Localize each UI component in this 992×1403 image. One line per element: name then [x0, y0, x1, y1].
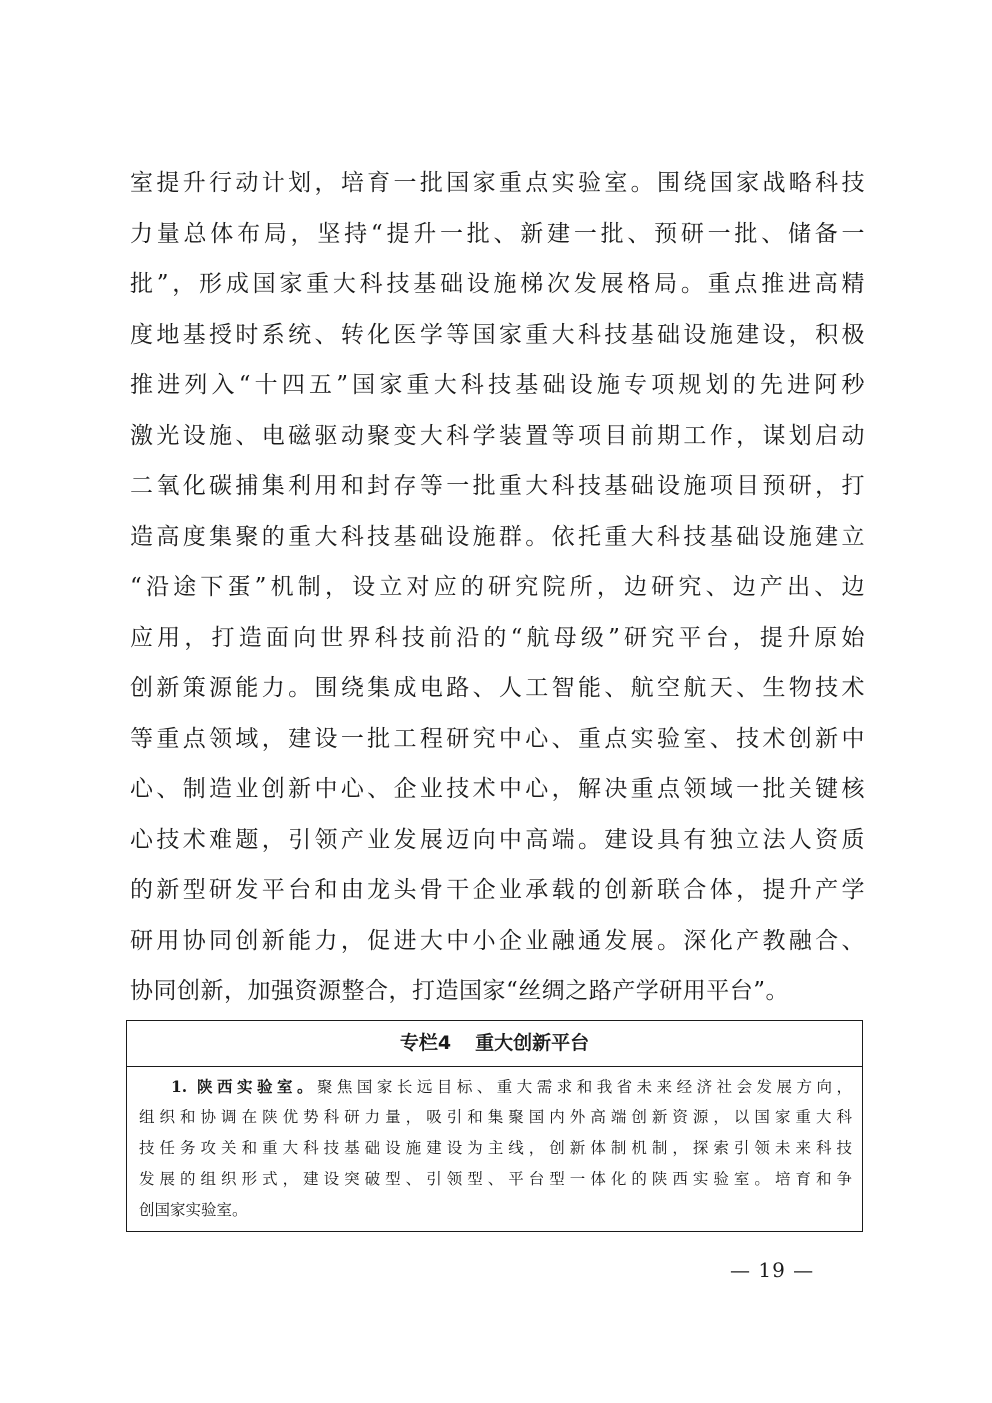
box-heading: 重大创新平台 [475, 1032, 590, 1054]
body-line: 创新策源能力。围绕集成电路、人工智能、航空航天、生物技术 [130, 675, 865, 701]
box-body [127, 1067, 862, 1226]
body-text [130, 158, 865, 1017]
body-line: 心、制造业创新中心、企业技术中心，解决重点领域一批关键核 [130, 776, 865, 802]
body-line: 激光设施、电磁驱动聚变大科学装置等项目前期工作，谋划启动 [130, 422, 865, 449]
body-line: 造高度集聚的重大科技基础设施群。依托重大科技基础设施建立 [130, 523, 865, 550]
box-line-text: 聚焦国家长远目标、重大需求和我省未来经济社会发展方向， [316, 1078, 852, 1096]
body-line: “沿途下蛋”机制，设立对应的研究院所，边研究、边产出、边 [130, 574, 865, 600]
box-line: 发展的组织形式，建设突破型、引领型、平台型一体化的陕西实验室。培育和争 [139, 1170, 852, 1188]
box-label: 专栏4 [399, 1032, 452, 1054]
body-line: 批”，形成国家重大科技基础设施梯次发展格局。重点推进高精 [130, 271, 865, 297]
body-line: 的新型研发平台和由龙头骨干企业承载的创新联合体，提升产学 [130, 877, 865, 903]
body-line: 力量总体布局，坚持“提升一批、新建一批、预研一批、储备一 [130, 220, 865, 247]
body-line: 度地基授时系统、转化医学等国家重大科技基础设施建设，积极 [130, 321, 865, 348]
body-line: 应用，打造面向世界科技前沿的“航母级”研究平台，提升原始 [130, 624, 865, 651]
box-line: 技任务攻关和重大科技基础设施建设为主线，创新体制机制，探索引领未来科技 [139, 1139, 852, 1157]
box-line [139, 1071, 852, 1102]
box-title [127, 1021, 862, 1067]
body-line: 等重点领域，建设一批工程研究中心、重点实验室、技术创新中 [130, 725, 865, 752]
body-line: 二氧化碳捕集利用和封存等一批重大科技基础设施项目预研，打 [130, 473, 865, 499]
body-line: 心技术难题，引领产业发展迈向中高端。建设具有独立法人资质 [130, 826, 865, 853]
box-line: 组织和协调在陕优势科研力量，吸引和集聚国内外高端创新资源，以国家重大科 [139, 1108, 852, 1126]
body-line: 推进列入“十四五”国家重大科技基础设施专项规划的先进阿秒 [130, 372, 865, 398]
sidebar-box [126, 1020, 863, 1232]
body-line: 协同创新，加强资源整合，打造国家“丝绸之路产学研用平台”。 [130, 978, 790, 1004]
box-line: 创国家实验室。 [139, 1201, 248, 1219]
box-item-lead: 1. 陕西实验室。 [171, 1077, 317, 1096]
page-number: — 19 — [730, 1258, 815, 1282]
body-line: 室提升行动计划，培育一批国家重点实验室。围绕国家战略科技 [130, 170, 865, 196]
body-line: 研用协同创新能力，促进大中小企业融通发展。深化产教融合、 [130, 927, 865, 954]
